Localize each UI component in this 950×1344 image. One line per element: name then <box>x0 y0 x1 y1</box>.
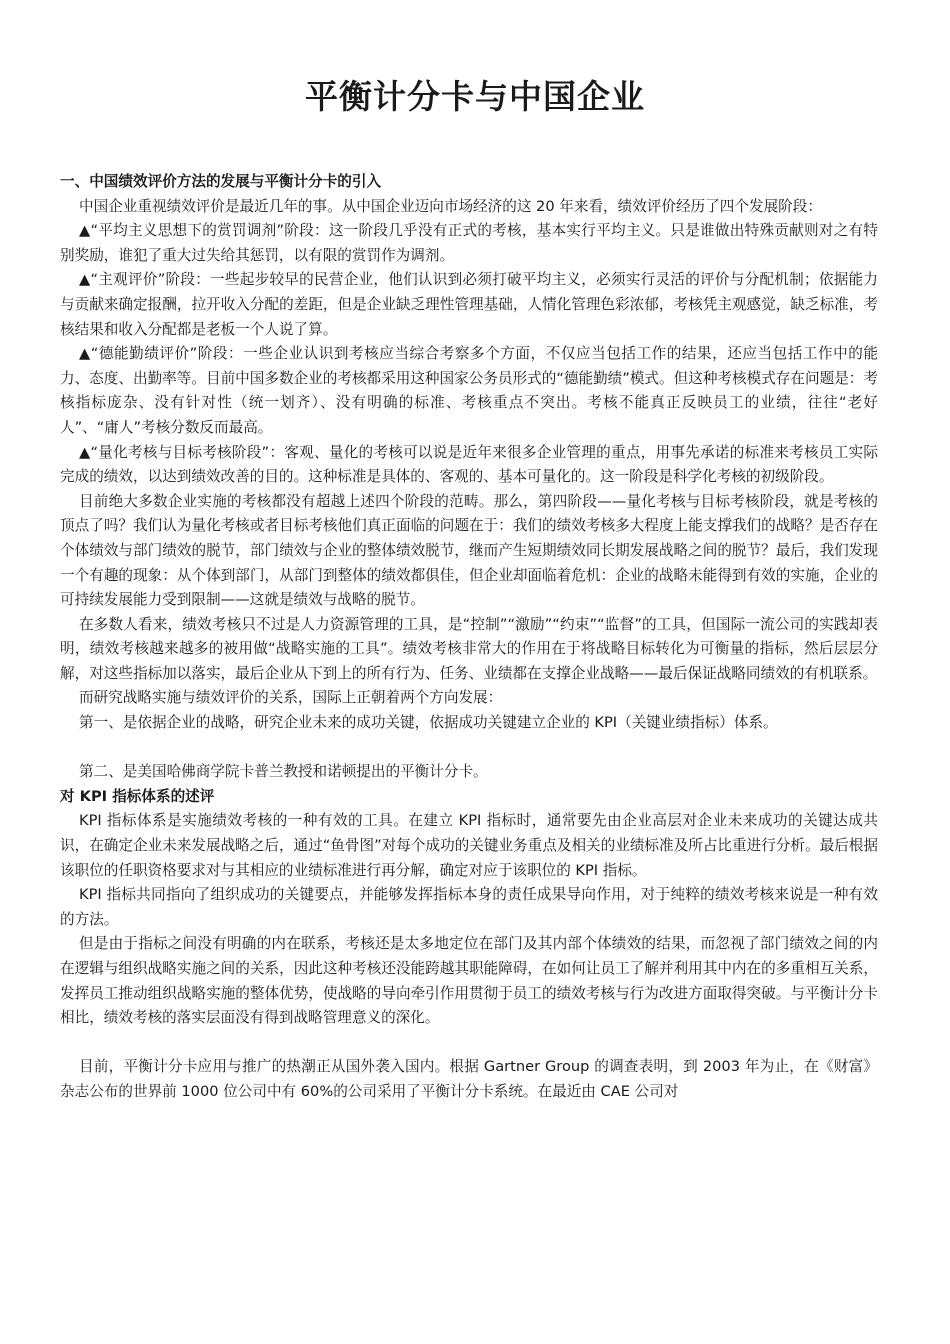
blank-line <box>60 1031 878 1056</box>
paragraph: 目前绝大多数企业实施的考核都没有超越上述四个阶段的范畴。那么，第四阶段——量化考核与目标考核阶段，就是考核的顶点了吗？我们认为量化考核或者目标考核他们真正面临的问题在于：我们的绩效考核多大程度上能支撑我们的战略？是否存在个体绩效与部门绩效的脱节，部门绩效与企业的整体绩效脱节，继而产生短期绩效同长期发展战略之间的脱节？最后，我们发现一个有趣的现象：从个体到部门，从部门到整体的绩效都俱佳，但企业却面临着危机：企业的战略未能得到有效的实施，企业的可持续发展能力受到限制——这就是绩效与战略的脱节。 <box>60 492 878 609</box>
document-body <box>60 170 878 1105</box>
paragraph: KPI 指标共同指向了组织成功的关键要点，并能够发挥指标本身的责任成果导向作用，对于纯粹的绩效考核来说是一种有效的方法。 <box>60 886 878 928</box>
paragraph: ▲“主观评价”阶段：一些起步较早的民营企业，他们认识到必须打破平均主义，必须实行灵活的评价与分配机制；依据能力与贡献来确定报酬，拉开收入分配的差距，但是企业缺乏理性管理基础，人情化管理色彩浓郁，考核凭主观感觉，缺乏标准，考核结果和收入分配都是老板一个人说了算。 <box>60 271 878 338</box>
paragraph: 第一、是依据企业的战略，研究企业未来的成功关键，依据成功关键建立企业的 KPI（关键业绩指标）体系。 <box>79 714 778 732</box>
paragraph: 目前，平衡计分卡应用与推广的热潮正从国外袭入国内。根据 Gartner Group 的调查表明，到 2003 年为止，在《财富》杂志公布的世界前 1000 位公司中有 60%的公司采用了平衡计分卡系统。在最近由 CAE 公司对 <box>60 1058 878 1100</box>
paragraph: 而研究战略实施与绩效评价的关系，国际上正朝着两个方向发展： <box>79 689 503 707</box>
paragraph: 第二、是美国哈佛商学院卡普兰教授和诺顿提出的平衡计分卡。 <box>79 763 488 781</box>
paragraph: ▲“平均主义思想下的赏罚调剂”阶段：这一阶段几乎没有正式的考核，基本实行平均主义。只是谁做出特殊贡献则对之有特别奖励，谁犯了重大过失给其惩罚，以有限的赏罚作为调剂。 <box>60 222 878 264</box>
paragraph: ▲“量化考核与目标考核阶段”：客观、量化的考核可以说是近年来很多企业管理的重点，用事先承诺的标准来考核员工实际完成的绩效，以达到绩效改善的目的。这种标准是具体的、客观的、基本可量化的。这一阶段是科学化考核的初级阶段。 <box>60 443 878 486</box>
paragraph: 中国企业重视绩效评价是最近几年的事。从中国企业迈向市场经济的这 20 年来看，绩效评价经历了四个发展阶段： <box>79 197 822 215</box>
section-heading: 一、中国绩效评价方法的发展与平衡计分卡的引入 <box>60 173 382 190</box>
paragraph: 但是由于指标之间没有明确的内在联系，考核还是太多地定位在部门及其内部个体绩效的结果，而忽视了部门绩效之间的内在逻辑与组织战略实施之间的关系，因此这种考核还没能跨越其职能障碍，在如何让员工了解并利用其中内在的多重相互关系，发挥员工推动组织战略实施的整体优势，使战略的导向牵引作用贯彻于员工的绩效考核与行为改进方面取得突破。与平衡计分卡相比，绩效考核的落实层面没有得到战略管理意义的深化。 <box>60 935 878 1027</box>
document-title: 平衡计分卡与中国企业 <box>305 77 645 116</box>
paragraph: KPI 指标体系是实施绩效考核的一种有效的工具。在建立 KPI 指标时，通常要先由企业高层对企业未来成功的关键达成共识，在确定企业未来发展战略之后，通过“鱼骨图”对每个成功的关键业务重点及相关的业绩标准及所占比重进行分析。最后根据该职位的任职资格要求对与其相应的业绩标准进行再分解，确定对应于该职位的 KPI 指标。 <box>60 812 878 879</box>
subsection-heading: 对 KPI 指标体系的述评 <box>60 787 215 805</box>
paragraph: 在多数人看来，绩效考核只不过是人力资源管理的工具，是“控制”“激励”“约束”“监督”的工具，但国际一流公司的实践却表明，绩效考核越来越多的被用做“战略实施的工具”。绩效考核非常大的作用在于将战略目标转化为可衡量的指标，然后层层分解，对这些指标加以落实，最后企业从下到上的所有行为、任务、业绩都在支撑企业战略——最后保证战略同绩效的有机联系。 <box>60 615 878 682</box>
paragraph: ▲“德能勤绩评价”阶段：一些企业认识到考核应当综合考察多个方面，不仅应当包括工作的结果，还应当包括工作中的能力、态度、出勤率等。目前中国多数企业的考核都采用这种国家公务员形式的“德能勤绩”模式。但这种考核模式存在问题是：考核指标庞杂、没有针对性（统一划齐）、没有明确的标准、考核重点不突出。考核不能真正反映员工的业绩，往往“老好人”、“庸人”考核分数反而最高。 <box>60 345 878 436</box>
blank-line <box>60 736 878 761</box>
